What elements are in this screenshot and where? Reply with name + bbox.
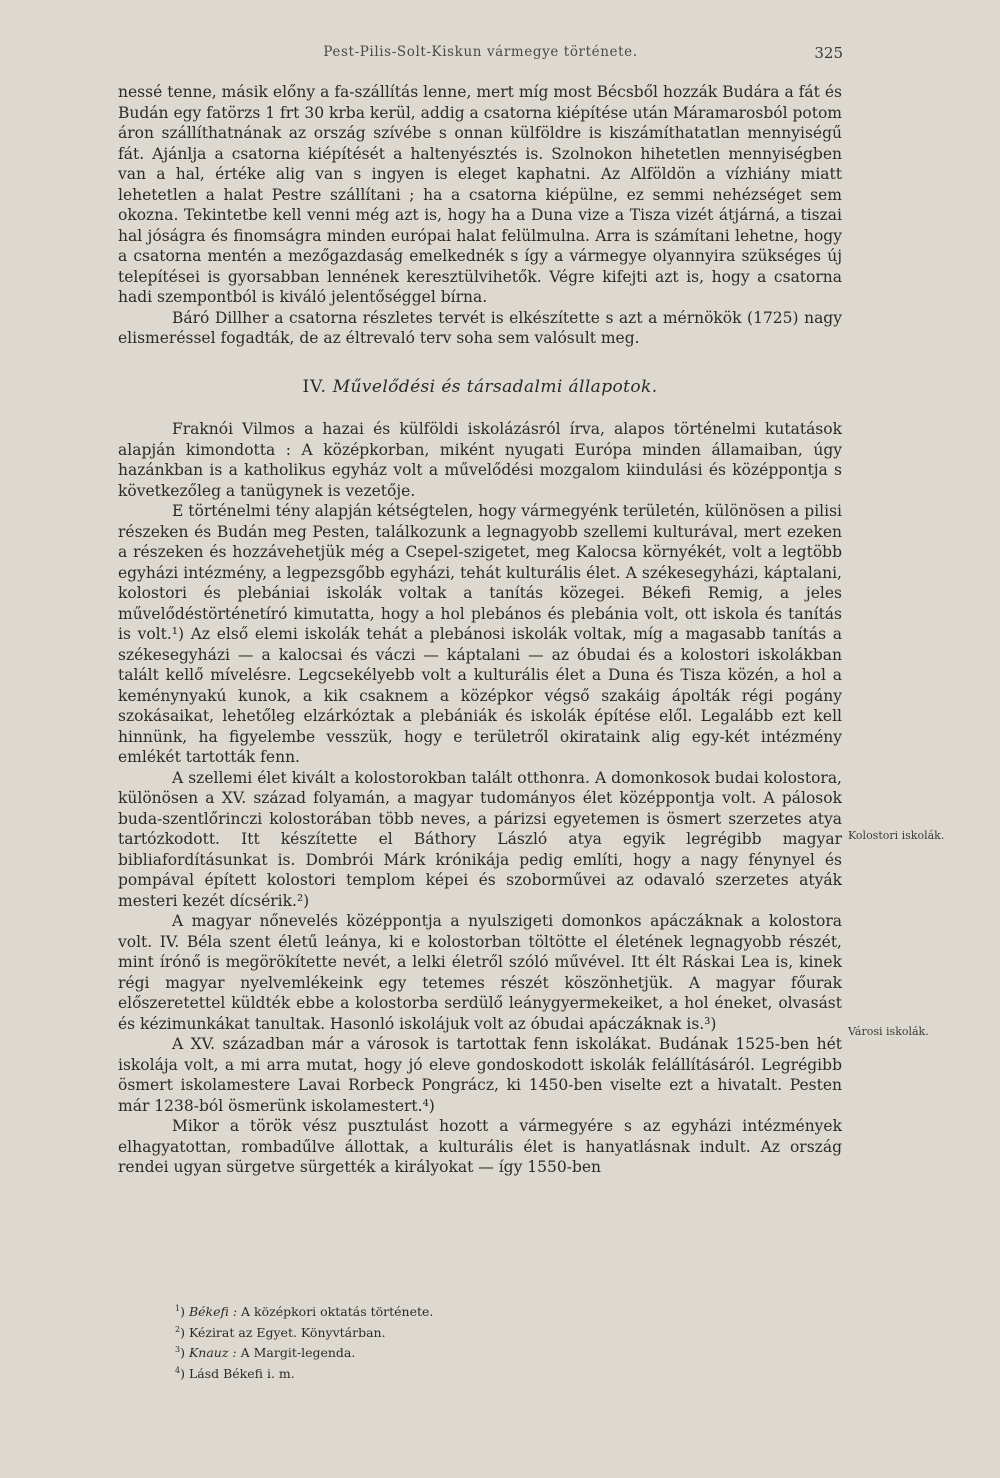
page-number: 325: [814, 44, 843, 62]
section-heading: [118, 377, 842, 398]
section-title: Művelődési és társadalmi állapotok.: [332, 376, 658, 397]
footnote: $^4$) Lásd Békefi i. m.: [175, 1365, 295, 1382]
paragraph: A XV. században már a városok is tartottak fenn iskolákat. Budának 1525-ben hét iskolája volt, a mi arra mutat, hogy jó eleve gondoskodott iskolák felállításáról. Legrégibb ösmert iskolamestere Lavai Rorbeck Pongrácz, ki 1450-ben viselte ezt a hivatalt. Pesten már 1238-ból ösmerünk iskolamestert.⁴): [118, 1035, 842, 1115]
footnote-mark: 2: [175, 1324, 181, 1334]
footnote-text: Kézirat az Egyet. Könyvtárban.: [188, 1324, 386, 1340]
margin-note: Kolostori iskolák.: [848, 829, 945, 842]
footnote: $^3$) Knauz : A Margit-legenda.: [175, 1345, 356, 1361]
paragraph: A szellemi élet kivált a kolostorokban talált otthonra. A domonkosok budai kolostora, különösen a XV. század folyamán, a magyar tudományos élet középpontja volt. A pálosok buda-szentlőrinczi kolostorában több neves, a párizsi egyetemen is ösmert szerzetes atya tartózkodott. Itt készítette el Báthory László atya egyik legrégibb magyar bibliafordításunkat is. Dombrói Márk krónikája pedig említi, hogy a nagy fénynyel és pompával épített kolostori templom képei és szoborművei az odavaló szerzetes atyák mesteri kezét dícsérik.²): [118, 768, 842, 910]
running-header: [118, 44, 843, 68]
body-text: [118, 82, 842, 1178]
margin-note: Városi iskolák.: [848, 1025, 929, 1038]
footnote-author: Knauz :: [188, 1345, 237, 1361]
footnote: $^1$) Békefi : A középkori oktatás története.: [175, 1304, 434, 1320]
section-number: IV.: [302, 376, 327, 397]
footnote-author: Békefi :: [188, 1304, 238, 1320]
paragraph: E történelmi tény alapján kétségtelen, hogy vármegyénk területén, különösen a pilisi részeken és Budán meg Pesten, találkozunk a legnagyobb szellemi kulturával, mert ezeken a részeken és hozzávehetjük még a Csepel-szigetet, meg Kalocsa környékét, volt a legtöbb egyházi intézmény, a legpezsgőbb egyházi, tehát kulturális élet. A székesegyházi, káptalani, kolostori és plebániai iskolák voltak a tanítás közegei. Békefi Remig, a jeles művelődéstörténetíró kimutatta, hogy a hol plebános és plebánia volt, ott iskola és tanítás is volt.¹) Az első elemi iskolák tehát a plebánosi iskolák voltak, míg a magasabb tanítás a székesegyházi — a kalocsai és váczi — káptalani — az óbudai és a kolostori iskolákban talált kellő mívelésre. Legcsekélyebb volt a kulturális élet a Duna és Tisza közén, a hol a keménynyakú kunok, a kik csaknem a középkor végső szakáig ápolták régi pogány szokásaikat, lehetőleg elzárkóztak a plebániák és iskolák építése elől. Legalább ezt kell hinnünk, ha figyelembe vesszük, hogy e területről okirataink alig egy-két intézmény emlékét tartották fenn.: [118, 502, 842, 766]
footnote-text: A Margit-legenda.: [240, 1345, 356, 1361]
footnote-mark: 1: [175, 1304, 181, 1313]
paragraph: Mikor a török vész pusztulást hozott a vármegyére s az egyházi intézmények elhagyatottan, rombadűlve állottak, a kulturális élet is hanyatlásnak indult. Az ország rendei ugyan sürgetve sürgették a királyokat — így 1550-ben: [118, 1117, 842, 1176]
footnote-mark: 4: [175, 1365, 181, 1375]
paragraph: Báró Dillher a csatorna részletes tervét is elkészítette s azt a mérnökök (1725) nagy elismeréssel fogadták, de az éltrevaló terv soha sem valósult meg.: [118, 308, 842, 347]
running-title: Pest-Pilis-Solt-Kiskun vármegye története.: [323, 44, 638, 60]
paragraph: A magyar nőnevelés középpontja a nyulszigeti domonkos apáczáknak a kolostora volt. IV. Béla szent életű leánya, ki e kolostorban töltötte el életének legnagyobb részét, mint írónő is megörökítette nevét, a lelki életről szóló művével. Itt élt Ráskai Lea is, kinek régi magyar nyelvemlékeink egy tetemes részét köszönhetjük. A magyar főurak előszeretettel küldték ebbe a kolostorba serdülő leánygyermekeiket, a hol éneket, olvasást és kézimunkákat tanultak. Hasonló iskolájuk volt az óbudai apáczáknak is.³): [118, 912, 842, 1033]
footnote-mark: 3: [175, 1345, 181, 1355]
footnote-text: A középkori oktatás története.: [241, 1304, 434, 1320]
paragraph: Fraknói Vilmos a hazai és külföldi iskolázásról írva, alapos történelmi kutatások alapján kimondotta : A középkorban, miként nyugati Európa minden államaiban, úgy hazánkban is a katholikus egyház volt a művelődési mozgalom kiindulási és középpontja s következőleg a tanügynek is vezetője.: [118, 420, 842, 500]
footnote: $^2$) Kézirat az Egyet. Könyvtárban.: [175, 1324, 386, 1340]
footnote-text: Lásd Békefi i. m.: [188, 1366, 295, 1382]
footnotes: [175, 1300, 675, 1383]
paragraph: nessé tenne, másik előny a fa-szállítás lenne, mert míg most Bécsből hozzák Budára a fát és Budán egy fatörzs 1 frt 30 krba kerül, addig a csatorna kiépítése után Máramarosból potom áron szállíthatnának az ország szívébe s onnan külföldre is kiszámíthatatlan mennyiségű fát. Ajánlja a csatorna kiépítését a haltenyésztés is. Szolnokon hihetetlen mennyiségben van a hal, értéke alig van s ingyen is eleget kaphatni. Az Alföldön a vízhiány miatt lehetetlen a halat Pestre szállítani ; ha a csatorna kiépülne, ez semmi nehézséget sem okozna. Tekintetbe kell venni még azt is, hogy ha a Duna vize a Tisza vizét átjárná, a tiszai hal jóságra és finomságra minden európai halat felülmulna. Arra is számítani lehetne, hogy a csatorna mentén a mezőgazdaság emelkednék s így a vármegye olyannyira szükséges új telepítései is gyorsabban lennének keresztülvihetők. Végre kifejti azt is, hogy a csatorna hadi szempontból is kiváló jelentőséggel bírna.: [118, 83, 842, 306]
